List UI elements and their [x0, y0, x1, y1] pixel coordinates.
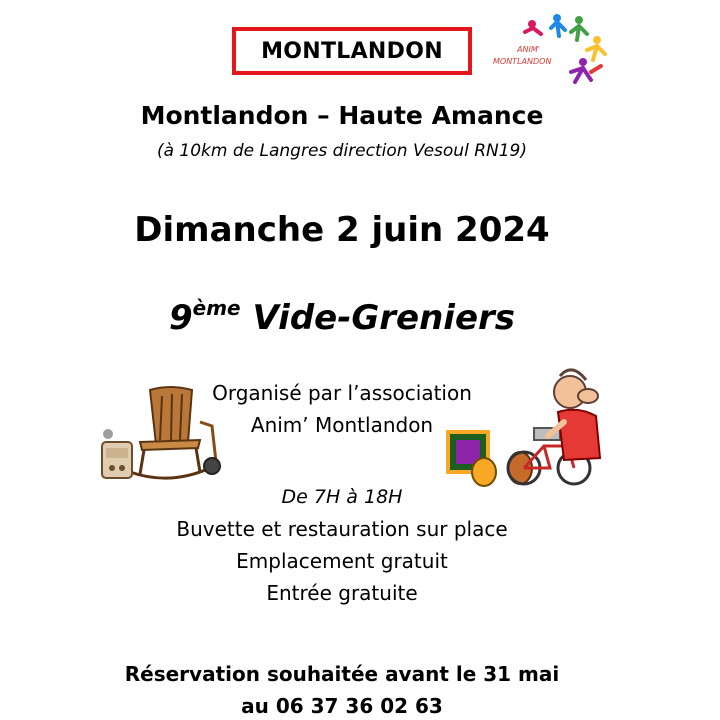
info-free-entry: Entrée gratuite — [266, 581, 418, 605]
location-subtitle: (à 10km de Langres direction Vesoul RN19) — [156, 141, 528, 161]
town-name: MONTLANDON — [261, 38, 443, 64]
town-name-box — [232, 27, 472, 75]
event-name: Vide-Greniers — [252, 298, 516, 338]
location-title: Montlandon – Haute Amance — [140, 101, 544, 130]
info-refreshments: Buvette et restauration sur place — [176, 517, 508, 541]
reservation-note: Réservation souhaitée avant le 31 mai — [124, 662, 560, 686]
anim-montlandon-logo — [487, 10, 612, 90]
logo-text-line1: ANIM' — [517, 45, 540, 54]
organizer-line2: Anim’ Montlandon — [250, 413, 434, 437]
phone-number: au 06 37 36 02 63 — [241, 694, 443, 718]
rocking-chair-clipart — [100, 382, 225, 487]
event-ordinal-number: 9 — [168, 298, 193, 338]
organizer-line1: Organisé par l’association — [212, 381, 472, 405]
event-title — [0, 296, 684, 338]
event-ordinal-suffix: ème — [192, 296, 241, 320]
opening-hours: De 7H à 18H — [281, 486, 403, 508]
info-free-pitch: Emplacement gratuit — [236, 549, 448, 573]
event-date: Dimanche 2 juin 2024 — [134, 210, 550, 250]
logo-text-line2: MONTLANDON — [493, 57, 552, 66]
flea-market-vendor-clipart — [440, 362, 610, 492]
